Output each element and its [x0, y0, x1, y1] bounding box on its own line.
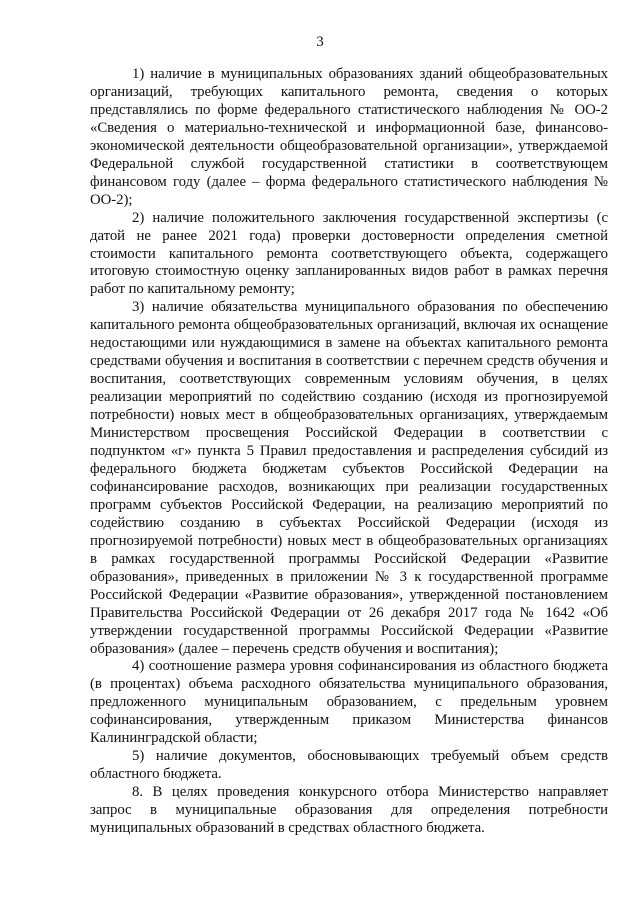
paragraph-section-8: 8. В целях проведения конкурсного отбора Министерство направляет запрос в муниципальные образования для определения потребности муниципальных образований в средствах областного бюджета.: [90, 784, 608, 837]
paragraph-item-2: 2) наличие положительного заключения государственной экспертизы (с датой не ранее 2021 года) проверки достоверности определения сметной стоимости капитального ремонта соответствующего объекта, содержащего итоговую стоимостную оценку запланированных видов работ в рамках перечня работ по капитальному ремонту;: [90, 209, 608, 298]
paragraph-item-5: 5) наличие документов, обосновывающих требуемый объем средств областного бюджета.: [90, 748, 608, 783]
paragraph-item-3: 3) наличие обязательства муниципального образования по обеспечению капитального ремонта общеобразовательных организаций, включая их оснащение недостающими или нуждающимися в замене на объектах капитального ремонта средствами обучения и воспитания в соответствии с перечнем средств обучения и воспитания, соответствующих современным условиям обучения, в целях реализации мероприятий по содействию созданию (исходя из прогнозируемой потребности) новых мест в общеобразовательных организациях, утверждаемым Министерством просвещения Российской Федерации в соответствии с подпунктом «г» пункта 5 Правил предоставления и распределения субсидий из федерального бюджета бюджетам субъектов Российской Федерации на софинансирование расходов, возникающих при реализации государственных программ субъектов Российской Федерации, на реализацию мероприятий по содействию созданию в субъектах Российской Федерации (исходя из прогнозируемой потребности) новых мест в общеобразовательных организациях в рамках государственной программы Российской Федерации «Развитие образования», приведенных в приложении № 3 к государственной программе Российской Федерации «Развитие образования», утвержденной постановлением Правительства Российской Федерации от 26 декабря 2017 года № 1642 «Об утверждении государственной программы Российской Федерации «Развитие образования» (далее – перечень средств обучения и воспитания);: [90, 299, 608, 657]
page-number: 3: [316, 34, 324, 50]
paragraph-item-4: 4) соотношение размера уровня софинансирования из областного бюджета (в процентах) объема расходного обязательства муниципального образования, предложенного муниципальным образованием, с предельным уровнем софинансирования, утвержденным приказом Министерства финансов Калининградской области;: [90, 658, 608, 747]
document-body: [90, 66, 608, 838]
paragraph-item-1: 1) наличие в муниципальных образованиях зданий общеобразовательных организаций, требующих капитального ремонта, сведения о которых представлялись по форме федерального статистического наблюдения № ОО-2 «Сведения о материально-технической и информационной базе, финансово-экономической деятельности общеобразовательной организации», утверждаемой Федеральной службой государственной статистики в соответствующем финансовом году (далее – форма федерального статистического наблюдения № ОО-2);: [90, 66, 608, 208]
